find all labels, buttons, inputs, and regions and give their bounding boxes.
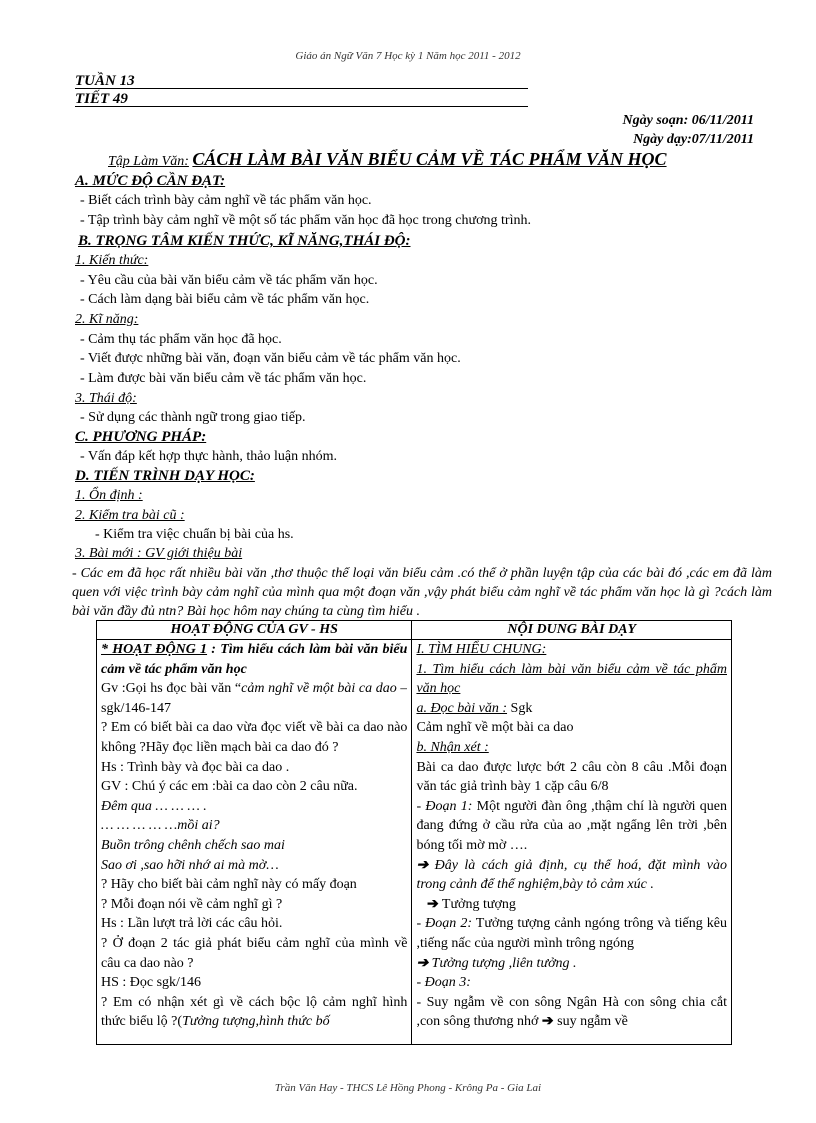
list-item: - Cách làm dạng bài biểu cảm về tác phẩm văn học. [80,292,370,307]
poem-line: Sao ơi ,sao hỡi nhớ ai mà mờ… [101,857,279,873]
running-footer: Trần Văn Hay - THCS Lê Hồng Phong - Krông Pa - Gia Lai [274,1082,542,1094]
list-item: - Yêu cầu của bài văn biểu cảm về tác phẩm văn học. [80,273,378,288]
arrow-right-icon: ➔ [426,896,439,912]
divider [75,106,528,107]
text-line: ➔ Đây là cách giả định, cụ thể hoá, đặt mình vào trong cảnh để thể nghiệm,bày tỏ cảm xúc . [416,857,727,893]
list-item: - Vấn đáp kết hợp thực hành, thảo luận nhóm. [80,449,337,464]
text-line: HS : Đọc sgk/146 [101,975,201,991]
list-item: - Làm được bài văn biểu cảm về tác phẩm văn học. [80,371,367,386]
period-label: TIẾT 49 [75,91,128,107]
text-line: ? Em có nhận xét gì về cách bộc lộ cảm nghĩ hình thức biểu lộ ?(Tưởng tượng,hình thức bố [101,994,408,1030]
column-header-activities: HOẠT ĐỘNG CỦA GV - HS [97,621,412,640]
text-line: Hs : Lần lượt trả lời các câu hỏi. [101,916,283,932]
list-item: - Viết được những bài văn, đoạn văn biểu cảm về tác phẩm văn học. [80,351,461,366]
text-line: ? Ở đoạn 2 tác giả phát biểu cảm nghĩ của mình về câu ca dao nào ? [101,935,408,971]
text-line: ? Em có biết bài ca dao vừa đọc viết về bài ca dao nào không ?Hãy đọc liền mạch bài ca dao đó ? [101,720,408,755]
section-a-heading: A. MỨC ĐỘ CẦN ĐẠT: [75,173,226,189]
text-line: - Đoạn 3: [416,975,471,991]
arrow-right-icon: ➔ [416,857,429,873]
column-header-content: NỘI DUNG BÀI DẠY [412,621,732,640]
section-c-heading: C. PHƯƠNG PHÁP: [75,429,207,445]
content-subheading: b. Nhận xét : [416,739,489,755]
text-line: ➔ Tưởng tượng [426,896,516,912]
text-line: Gv :Gọi hs đọc bài văn “cảm nghĩ về một bài ca dao –sgk/146-147 [101,681,408,716]
arrow-right-icon: ➔ [416,955,429,971]
text-line: a. Đọc bài văn : Sgk [416,700,533,716]
text-line: GV : Chú ý các em :bài ca dao còn 2 câu nữa. [101,779,358,795]
list-item: - Tập trình bày cảm nghĩ về một số tác phẩm văn học đã học trong chương trình. [80,213,531,228]
list-item: - Cảm thụ tác phẩm văn học đã học. [80,332,282,347]
poem-line: Buồn trông chênh chếch sao mai [101,837,285,853]
list-item: - Kiểm tra việc chuẩn bị bài của hs. [95,527,294,542]
arrow-right-icon: ➔ [541,1014,554,1030]
activities-cell [97,640,412,1045]
text-line: Cảm nghĩ về một bài ca dao [416,720,574,736]
page-title [108,150,667,171]
title-prefix: Tập Làm Văn: [108,154,189,169]
content-cell [412,640,732,1045]
text-line: - Suy ngẫm về con sông Ngân Hà con sông chia cắt ,con sông thương nhớ ➔ suy ngẫm về [416,994,727,1030]
poem-line: Đêm qua … … … . [101,798,207,814]
activity-heading: * HOẠT ĐỘNG 1 : Tìm hiểu cách làm bài văn biểu cảm về tác phẩm văn học [101,642,408,677]
text-line: ? Hãy cho biết bài cảm nghĩ này có mấy đoạn [101,877,357,893]
section-b-heading: B. TRỌNG TÂM KIẾN THỨC, KĨ NĂNG,THÁI ĐỘ: [78,233,411,249]
intro-paragraph: - Các em đã học rất nhiều bài văn ,thơ thuộc thể loại văn biểu cảm .có thể ở phần luyện tập của các bài đó ,các em đã làm quen với việc trình bày cảm nghĩ của mình qua một đoạn văn ,vậy phát biểu cảm nghĩ về tác phẩm văn học là gì ?cách làm bài văn đầy đủ ntn? Bài học hôm nay chúng ta cùng tìm hiểu . [72,566,772,619]
lesson-table [96,620,732,1045]
content-heading: I. TÌM HIỂU CHUNG: [416,642,547,657]
prep-date: Ngày soạn: 06/11/2011 [622,113,754,128]
section-d-heading: D. TIẾN TRÌNH DẠY HỌC: [75,468,255,484]
subheading-skills: 2. Kĩ năng: [75,312,139,327]
text-line: Hs : Trình bày và đọc bài ca dao . [101,759,290,775]
title-text: CÁCH LÀM BÀI VĂN BIỂU CẢM VỀ TÁC PHẨM VĂN HỌC [192,149,667,169]
text-line: - Đoạn 1: Một người đàn ông ,thậm chí là người quen đang đứng ở cầu rửa của ao ,mặt ngẩng lên trời ,bên bóng tối mờ mờ …. [416,798,727,853]
step-2: 2. Kiểm tra bài cũ : [75,508,185,523]
text-line: ➔ Tưởng tượng ,liên tưởng . [416,955,577,971]
teach-date: Ngày dạy:07/11/2011 [633,132,754,147]
divider [75,88,528,89]
step-3: 3. Bài mới : GV giới thiệu bài [75,546,243,561]
list-item: - Biết cách trình bày cảm nghĩ về tác phẩm văn học. [80,193,372,208]
text-line: Bài ca dao được lược bớt 2 câu còn 8 câu .Mỗi đoạn văn tác giả trình bày 1 cặp câu 6/8 [416,759,727,795]
list-item: - Sử dụng các thành ngữ trong giao tiếp. [80,410,306,425]
text-line: ? Mỗi đoạn nói về cảm nghĩ gì ? [101,896,283,912]
week-label: TUẦN 13 [75,73,135,89]
text-line: - Đoạn 2: Tưởng tượng cảnh ngóng trông và tiếng kêu ,tiếng nấc của người mình trông ngóng [416,916,727,951]
poem-line: … … … … …mồi ai? [101,818,220,834]
subheading-knowledge: 1. Kiến thức: [75,253,149,268]
step-1: 1. Ổn định : [75,488,143,503]
running-header: Giáo án Ngữ Văn 7 Học kỳ 1 Năm học 2011 - 2012 [295,50,521,62]
content-subheading: 1. Tìm hiểu cách làm bài văn biểu cảm về tác phẩm văn học [416,661,727,697]
subheading-attitude: 3. Thái độ: [75,391,137,406]
